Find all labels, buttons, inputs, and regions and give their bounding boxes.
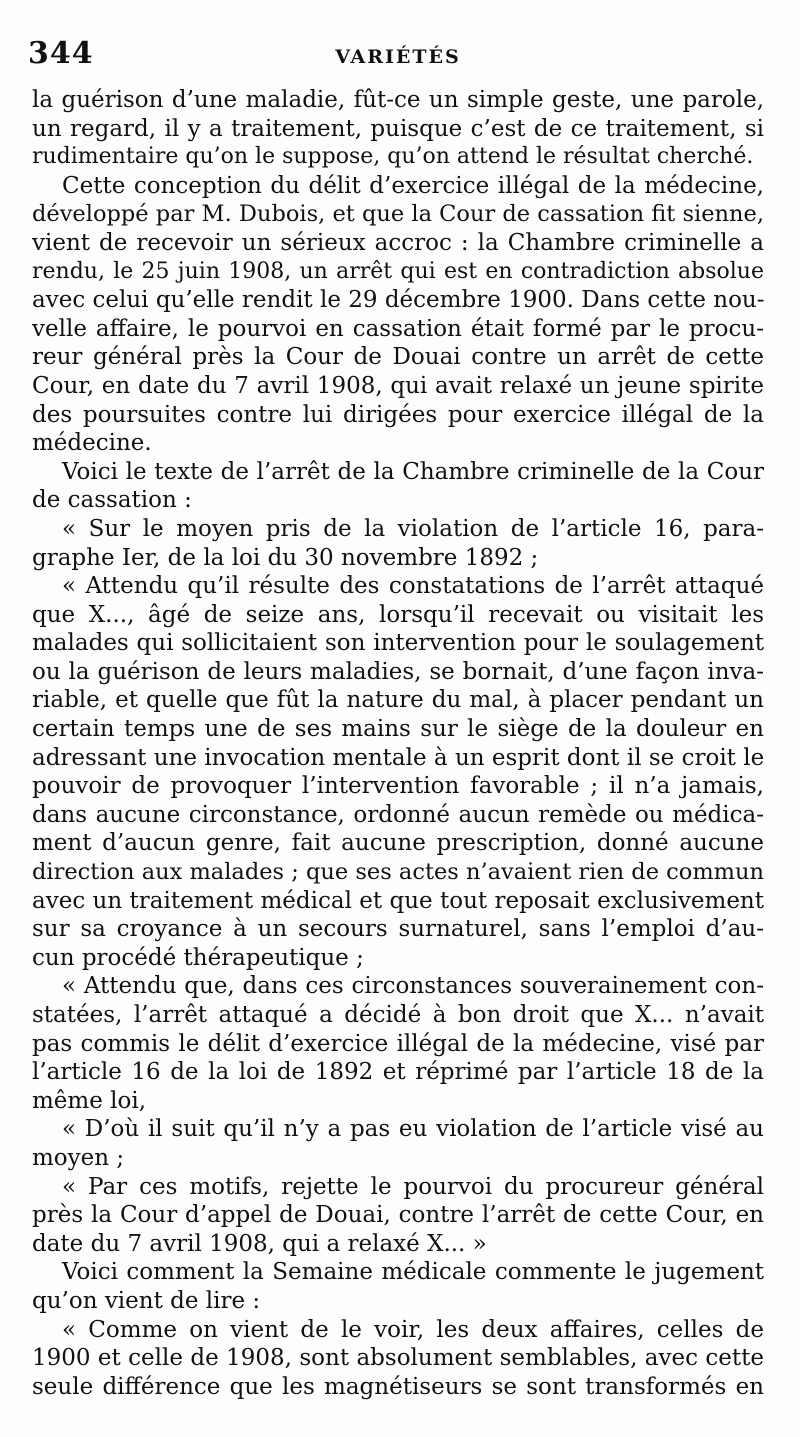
text-line: sur sa croyance à un secours surnaturel, sans l’emploi d’au- (32, 916, 764, 943)
text-line: avec un traitement médical et que tout reposait exclusivement (32, 887, 764, 914)
text-line: des poursuites contre lui dirigées pour exercice illégal de la (32, 401, 764, 428)
page-number: 344 (28, 36, 94, 71)
text-line: médecine. (32, 430, 152, 457)
text-line: dans aucune circonstance, ordonné aucun remède ou médica- (32, 801, 764, 828)
text-line: vient de recevoir un sérieux accroc : la Chambre criminelle a (32, 229, 764, 256)
text-line: développé par M. Dubois, et que la Cour de cassation fit sienne, (32, 201, 764, 228)
body-text (32, 86, 764, 1401)
text-line: « Attendu que, dans ces circonstances souverainement con- (62, 973, 764, 1000)
text-line: statées, l’arrêt attaqué a décidé à bon droit que X... n’avait (32, 1002, 764, 1028)
text-line: la guérison d’une maladie, fût-ce un simple geste, une parole, (32, 87, 764, 113)
text-line: « Sur le moyen pris de la violation de l’article 16, para- (62, 515, 764, 542)
text-line: près la Cour d’appel de Douai, contre l’arrêt de cette Cour, en (32, 1202, 764, 1229)
page-header (28, 36, 768, 76)
text-line: l’article 16 de la loi de 1892 et réprimé par l’article 18 de la (32, 1059, 764, 1086)
text-line: certain temps une de ses mains sur le siège de la douleur en (32, 716, 764, 743)
text-line: « Comme on vient de le voir, les deux affaires, celles de (62, 1316, 764, 1343)
text-line: même loi, (32, 1087, 147, 1114)
text-line: pouvoir de provoquer l’intervention favorable ; il n’a jamais, (32, 773, 764, 800)
text-line: moyen ; (32, 1144, 125, 1171)
text-line: graphe Ier, de la loi du 30 novembre 1892 ; (32, 544, 539, 571)
text-line: « D’où il suit qu’il n’y a pas eu violation de l’article visé au (62, 1116, 764, 1143)
text-line: cun procédé thérapeutique ; (32, 944, 364, 971)
text-line: « Attendu qu’il résulte des constatations de l’arrêt attaqué (62, 573, 764, 600)
text-line: ment d’aucun genre, fait aucune prescription, donné aucune (32, 830, 764, 857)
text-line: rendu, le 25 juin 1908, un arrêt qui est en contradiction absolue (32, 258, 764, 284)
text-line: de cassation : (32, 487, 192, 514)
text-line: Cour, en date du 7 avril 1908, qui avait relaxé un jeune spirite (32, 372, 764, 399)
text-line: reur général près la Cour de Douai contre un arrêt de cette (32, 344, 764, 371)
text-line: que X..., âgé de seize ans, lorsqu’il recevait ou visitait les (32, 601, 764, 628)
text-line: « Par ces motifs, rejette le pourvoi du procureur général (62, 1173, 764, 1200)
text-line: velle affaire, le pourvoi en cassation était formé par le procu- (32, 315, 764, 342)
text-line: 1900 et celle de 1908, sont absolument semblables, avec cette (32, 1345, 764, 1372)
text-line: rudimentaire qu’on le suppose, qu’on attend le résultat cherché. (32, 144, 754, 170)
text-line: adressant une invocation mentale à un esprit dont il se croit le (32, 744, 764, 771)
text-line: Voici comment la Semaine médicale commente le jugement (62, 1259, 764, 1286)
text-line: ou la guérison de leurs maladies, se bornait, d’une façon inva- (32, 658, 764, 685)
text-line: malades qui sollicitaient son intervention pour le soulagement (32, 630, 764, 657)
text-line: pas commis le délit d’exercice illégal de la médecine, visé par (32, 1030, 764, 1057)
text-line: Voici le texte de l’arrêt de la Chambre criminelle de la Cour (62, 458, 764, 485)
text-line: direction aux malades ; que ses actes n’avaient rien de commun (32, 859, 764, 886)
text-line: riable, et quelle que fût la nature du mal, à placer pendant un (32, 687, 764, 714)
text-line: Cette conception du délit d’exercice illégal de la médecine, (62, 172, 764, 199)
text-line: qu’on vient de lire : (32, 1287, 261, 1314)
text-line: date du 7 avril 1908, qui a relaxé X... » (32, 1230, 487, 1257)
text-line: un regard, il y a traitement, puisque c’est de ce traitement, si (32, 115, 764, 142)
text-line: avec celui qu’elle rendit le 29 décembre 1900. Dans cette nou- (32, 287, 764, 314)
text-line: seule différence que les magnétiseurs se sont transformés en (32, 1373, 764, 1400)
running-head: VARIÉTÉS (335, 46, 461, 68)
